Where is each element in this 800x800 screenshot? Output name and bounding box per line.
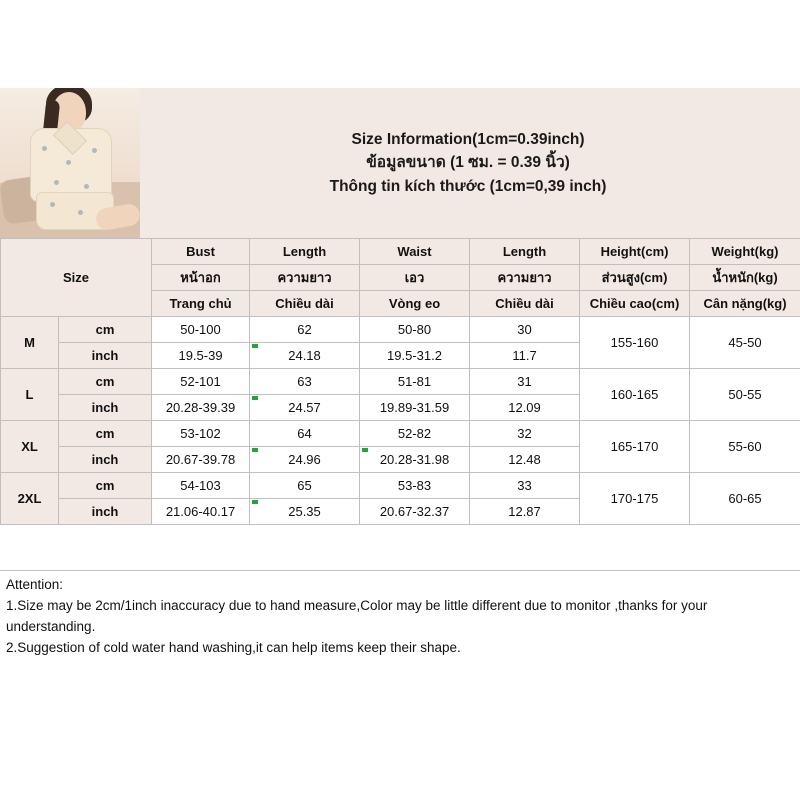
header-titles [140,88,800,238]
l-cm-length2: 31 [470,369,580,395]
size-table [0,238,800,525]
xl-inch-bust: 20.67-39.78 [152,447,250,473]
size-header-cell: Size [1,239,152,317]
col-length1-en: Length [250,239,360,265]
table-header-row-en [1,239,800,265]
col-bust-th: หน้าอก [152,265,250,291]
row-unit-cm: cm [59,473,152,499]
col-height-vi: Chiều cao(cm) [580,291,690,317]
col-waist-en: Waist [360,239,470,265]
row-unit-cm: cm [59,369,152,395]
l-weight: 50-55 [690,369,800,421]
col-bust-en: Bust [152,239,250,265]
m-weight: 45-50 [690,317,800,369]
xl-inch-length2: 12.48 [470,447,580,473]
m-cm-length2: 30 [470,317,580,343]
table-row [1,473,800,499]
xxl-inch-waist: 20.67-32.37 [360,499,470,525]
row-unit-cm: cm [59,421,152,447]
title-vietnamese: Thông tin kích thước (1cm=0,39 inch) [329,177,607,195]
row-unit-cm: cm [59,317,152,343]
m-inch-waist: 19.5-31.2 [360,343,470,369]
header-band [0,88,800,238]
xxl-cm-waist: 53-83 [360,473,470,499]
l-inch-waist: 19.89-31.59 [360,395,470,421]
attention-line-2: understanding. [6,618,96,634]
l-cm-bust: 52-101 [152,369,250,395]
l-cm-length1: 63 [250,369,360,395]
xl-weight: 55-60 [690,421,800,473]
m-inch-length2: 11.7 [470,343,580,369]
xl-cm-length1: 64 [250,421,360,447]
title-thai: ข้อมูลขนาด (1 ซม. = 0.39 นิ้ว) [366,154,570,172]
xxl-inch-length2: 12.87 [470,499,580,525]
xl-inch-length1: 24.96 [250,447,360,473]
m-inch-length1: 24.18 [250,343,360,369]
m-cm-length1: 62 [250,317,360,343]
col-height-th: ส่วนสูง(cm) [580,265,690,291]
top-margin [0,0,800,88]
l-cm-waist: 51-81 [360,369,470,395]
table-row [1,317,800,343]
xl-cm-bust: 53-102 [152,421,250,447]
l-inch-bust: 20.28-39.39 [152,395,250,421]
title-english: Size Information(1cm=0.39inch) [351,131,585,149]
col-waist-th: เอว [360,265,470,291]
col-height-en: Height(cm) [580,239,690,265]
col-length2-en: Length [470,239,580,265]
xxl-inch-bust: 21.06-40.17 [152,499,250,525]
row-size-m: M [1,317,59,369]
row-size-l: L [1,369,59,421]
l-inch-length1: 24.57 [250,395,360,421]
attention-block [0,570,800,659]
xxl-inch-length1: 25.35 [250,499,360,525]
col-length2-th: ความยาว [470,265,580,291]
xl-height: 165-170 [580,421,690,473]
xl-cm-length2: 32 [470,421,580,447]
row-unit-inch: inch [59,499,152,525]
col-length1-vi: Chiều dài [250,291,360,317]
col-weight-vi: Cân nặng(kg) [690,291,800,317]
m-cm-waist: 50-80 [360,317,470,343]
l-inch-length2: 12.09 [470,395,580,421]
l-height: 160-165 [580,369,690,421]
row-size-xl: XL [1,421,59,473]
col-waist-vi: Vòng eo [360,291,470,317]
col-weight-en: Weight(kg) [690,239,800,265]
row-unit-inch: inch [59,447,152,473]
xl-cm-waist: 52-82 [360,421,470,447]
bottom-margin [0,660,800,800]
row-unit-inch: inch [59,343,152,369]
table-row [1,421,800,447]
attention-line-3: 2.Suggestion of cold water hand washing,it can help items keep their shape. [6,639,461,655]
xl-inch-waist: 20.28-31.98 [360,447,470,473]
m-height: 155-160 [580,317,690,369]
m-inch-bust: 19.5-39 [152,343,250,369]
col-bust-vi: Trang chủ [152,291,250,317]
xxl-cm-bust: 54-103 [152,473,250,499]
attention-line-1: 1.Size may be 2cm/1inch inaccuracy due to hand measure,Color may be little different due to monitor ,thanks for your [6,597,708,613]
model-photo [0,88,140,238]
xxl-weight: 60-65 [690,473,800,525]
col-length2-vi: Chiều dài [470,291,580,317]
xxl-cm-length1: 65 [250,473,360,499]
row-size-2xl: 2XL [1,473,59,525]
xxl-cm-length2: 33 [470,473,580,499]
xxl-height: 170-175 [580,473,690,525]
col-weight-th: น้ำหนัก(kg) [690,265,800,291]
row-unit-inch: inch [59,395,152,421]
table-row [1,369,800,395]
col-length1-th: ความยาว [250,265,360,291]
m-cm-bust: 50-100 [152,317,250,343]
attention-title: Attention: [6,577,64,592]
